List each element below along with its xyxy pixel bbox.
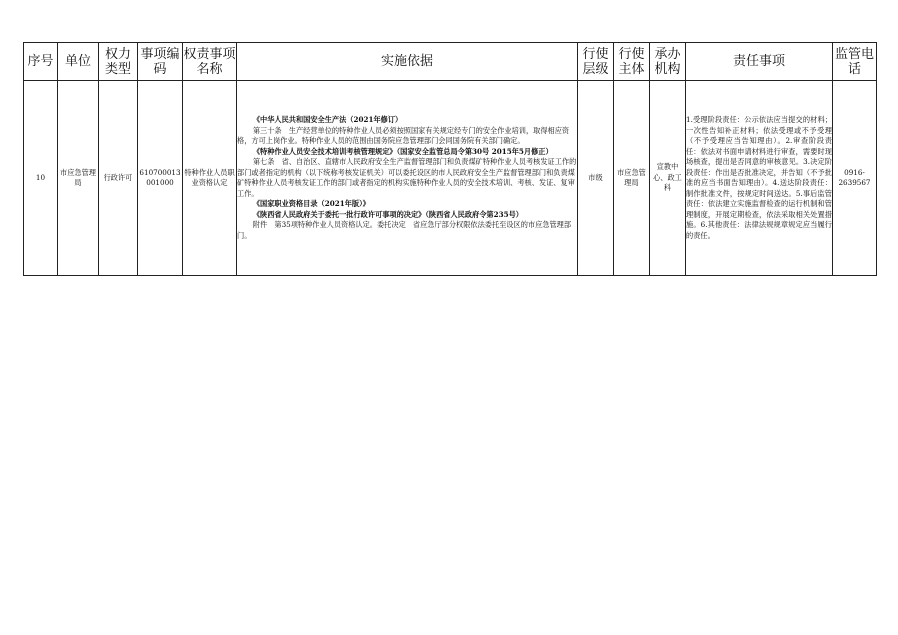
table-row	[24, 81, 877, 276]
cell-unit: 市应急管理局	[58, 81, 99, 276]
header-phone: 监管电话	[833, 43, 877, 81]
basis-paragraph: 附件 第35项特种作业人员资格认定。委托决定 省应急厅部分权限依法委托至设区的市应急管理部门。	[237, 220, 572, 240]
cell-phone: 0916-2639567	[833, 81, 877, 276]
cell-item-code: 610700013001000	[138, 81, 183, 276]
basis-paragraph: 第七条 省、自治区、直辖市人民政府安全生产监督管理部门和负责煤矿特种作业人员考核发证工作的部门或者指定的机构（以下统称考核发证机关）可以委托设区的市人民政府安全生产监督管理部门和负责煤矿特种作业人员考核发证工作的部门或者指定的机构实施特种作业人员的安全技术培训、考核、发证、复审工作。	[237, 157, 577, 198]
basis-paragraph: 《国家职业资格目录（2021年版）》	[252, 199, 370, 208]
basis-paragraph: 《陕西省人民政府关于委托一批行政许可事项的决定》（陕西省人民政府令第235号）	[252, 209, 523, 219]
header-subject: 行使主体	[614, 43, 650, 81]
header-duty: 责任事项	[686, 43, 833, 81]
authority-table	[23, 42, 877, 276]
cell-power-type: 行政许可	[99, 81, 138, 276]
cell-duty: 1.受理阶段责任：公示依法应当提交的材料；一次性告知补正材料；依法受理或不予受理（不予受理应当告知理由）。2.审查阶段责任：依法对书面申请材料进行审查，需要时现场核查，提出是否同意的审核意见。3.决定阶段责任：作出是否批准决定，并告知（不予批准的应当书面告知理由）。4.送达阶段责任：制作批准文件，按规定时间送达。5.事后监管责任：依法建立实施监督检查的运行机制和管理制度，开展定期检查，依法采取相关处置措施。6.其他责任：法律法规规章规定应当履行的责任。	[686, 81, 833, 276]
cell-subject: 市应急管理局	[614, 81, 650, 276]
header-power-type: 权力类型	[99, 43, 138, 81]
header-unit: 单位	[58, 43, 99, 81]
cell-item-name: 特种作业人员职业资格认定	[183, 81, 237, 276]
basis-paragraph: 《特种作业人员安全技术培训考核管理规定》（国家安全监管总局令第30号 2015年5月修正）	[252, 146, 553, 156]
basis-paragraph: 《中华人民共和国安全生产法（2021年修订）	[252, 115, 403, 124]
cell-seq: 10	[24, 81, 58, 276]
basis-paragraph: 第三十条 生产经营单位的特种作业人员必须按照国家有关规定经专门的安全作业培训，取得相应资格，方可上岗作业。特种作业人员的范围由国务院应急管理部门会同国务院有关部门确定。	[237, 125, 570, 145]
header-seq: 序号	[24, 43, 58, 81]
header-item-code: 事项编码	[138, 43, 183, 81]
cell-level: 市级	[578, 81, 614, 276]
cell-basis	[237, 81, 578, 276]
header-basis: 实施依据	[237, 43, 578, 81]
header-row	[24, 43, 877, 81]
header-level: 行使层级	[578, 43, 614, 81]
header-org: 承办机构	[650, 43, 686, 81]
header-item-name: 权责事项名称	[183, 43, 237, 81]
cell-org: 宣教中心、政工科	[650, 81, 686, 276]
